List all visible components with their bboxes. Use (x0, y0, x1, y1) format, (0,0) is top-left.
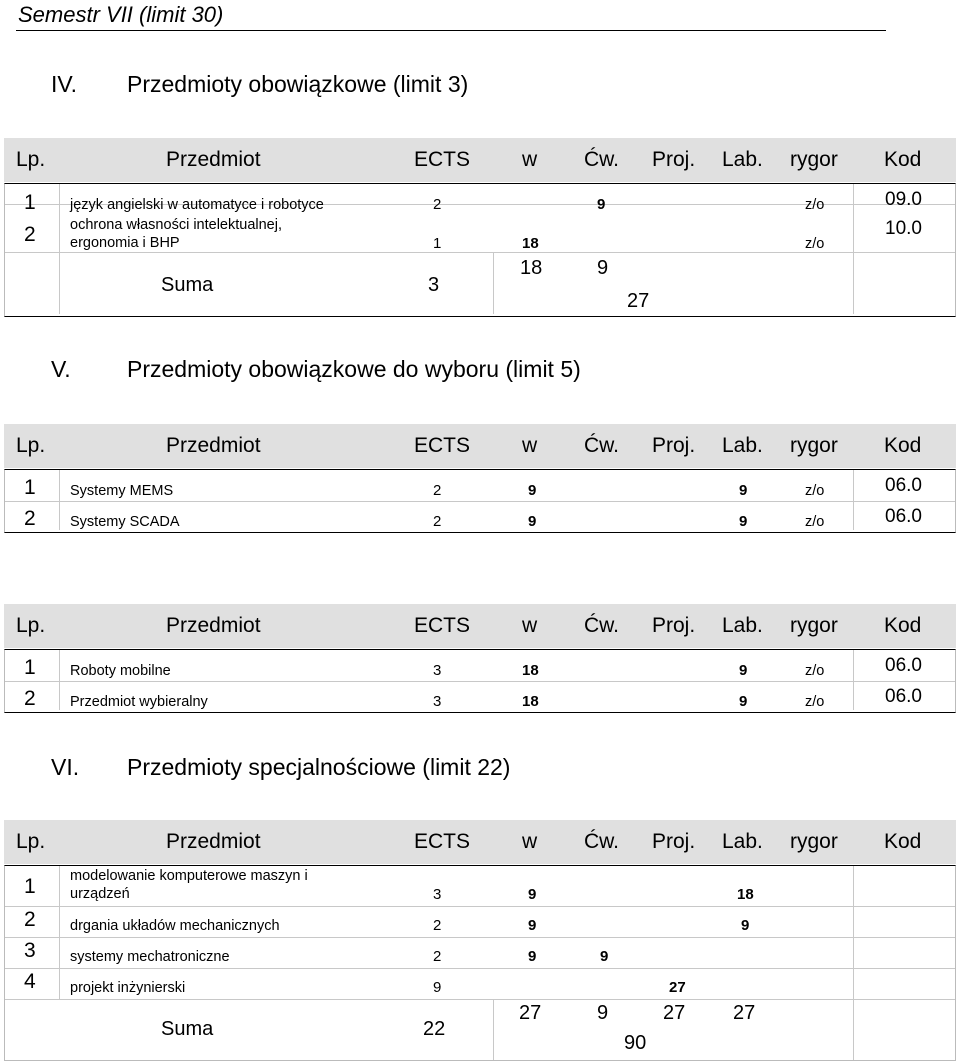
header-lab: Lab. (722, 830, 763, 853)
section-iv-heading (51, 69, 468, 99)
sum-label: Suma (161, 274, 214, 296)
row-lab: 9 (739, 513, 748, 530)
header-lp: Lp. (16, 830, 46, 853)
row-rygor: z/o (805, 694, 825, 710)
row-proj: 18 (737, 886, 754, 903)
header-rygor: rygor (790, 614, 838, 637)
header-lab: Lab. (722, 614, 763, 637)
sum-cw: 9 (597, 257, 609, 279)
semester-title: Semestr VII (limit 30) (18, 2, 224, 27)
row-subject: Systemy MEMS (70, 483, 174, 499)
header-cw: Ćw. (584, 148, 620, 171)
row-proj: 9 (741, 917, 750, 934)
row-w: 9 (528, 513, 537, 530)
row-subject-line1: ochrona własności intelektualnej, (70, 217, 282, 233)
header-lab: Lab. (722, 148, 763, 171)
header-lp: Lp. (16, 148, 46, 171)
sum-label: Suma (161, 1018, 214, 1040)
row-lp: 1 (24, 656, 36, 679)
row-kod: 06.0 (885, 655, 922, 676)
row-w: 18 (522, 235, 539, 252)
row-ects: 2 (433, 482, 442, 499)
section-v-title: Przedmioty obowiązkowe do wyboru (limit 5) (127, 356, 581, 382)
header-w: w (522, 614, 538, 637)
row-kod: 06.0 (885, 475, 922, 496)
row-subject: drgania układów mechanicznych (70, 918, 280, 934)
header-rygor: rygor (790, 434, 838, 457)
row-subject: Systemy SCADA (70, 514, 180, 530)
row-subject-line2: urządzeń (70, 886, 130, 902)
row-lp: 4 (24, 970, 36, 993)
row-w: 9 (528, 482, 537, 499)
header-przedmiot: Przedmiot (166, 614, 261, 637)
header-proj: Proj. (652, 148, 696, 171)
title-underline (16, 30, 886, 31)
row-kod: 09.0 (885, 189, 922, 210)
row-subject: język angielski w automatyce i robotyce (70, 197, 324, 213)
row-lp: 2 (24, 687, 36, 710)
sum-total: 90 (624, 1032, 647, 1054)
row-lab: 9 (739, 662, 748, 679)
row-ects: 2 (433, 513, 442, 530)
header-lp: Lp. (16, 614, 46, 637)
row-cw: 9 (597, 196, 606, 213)
sum-lab: 27 (733, 1002, 756, 1024)
row-rygor: z/o (805, 236, 825, 252)
row-rygor: z/o (805, 483, 825, 499)
row-w: 9 (528, 886, 537, 903)
table-header (4, 820, 956, 864)
sum-cw: 9 (597, 1002, 609, 1024)
row-ects: 3 (433, 662, 442, 679)
row-subject-line1: modelowanie komputerowe maszyn i (70, 868, 308, 884)
sum-ects: 3 (428, 274, 440, 296)
section-v-roman: V. (51, 356, 71, 382)
header-proj: Proj. (652, 614, 696, 637)
sum-ects: 22 (423, 1018, 446, 1040)
table-header (4, 138, 956, 182)
row-ects: 9 (433, 979, 442, 996)
row-kod: 06.0 (885, 686, 922, 707)
section-vi-heading (51, 752, 510, 782)
row-kod: 10.0 (885, 218, 922, 239)
row-lp: 2 (24, 507, 36, 530)
header-kod: Kod (884, 830, 922, 853)
sum-total: 27 (627, 290, 650, 312)
header-w: w (522, 830, 538, 853)
row-lp: 2 (24, 223, 36, 246)
row-lp: 3 (24, 939, 36, 962)
header-przedmiot: Przedmiot (166, 434, 261, 457)
row-subject: Przedmiot wybieralny (70, 694, 208, 710)
header-kod: Kod (884, 614, 922, 637)
row-ects: 1 (433, 235, 442, 252)
header-rygor: rygor (790, 830, 838, 853)
row-subject: Roboty mobilne (70, 663, 171, 679)
row-lp: 2 (24, 908, 36, 931)
header-lp: Lp. (16, 434, 46, 457)
header-w: w (522, 148, 538, 171)
sum-proj: 27 (663, 1002, 686, 1024)
row-kod: 06.0 (885, 506, 922, 527)
header-proj: Proj. (652, 434, 696, 457)
header-ects: ECTS (414, 830, 471, 853)
row-lab: 9 (739, 482, 748, 499)
header-kod: Kod (884, 434, 922, 457)
header-przedmiot: Przedmiot (166, 148, 261, 171)
row-lp: 1 (24, 476, 36, 499)
section-iv-title: Przedmioty obowiązkowe (limit 3) (127, 71, 469, 97)
header-w: w (522, 434, 538, 457)
header-lab: Lab. (722, 434, 763, 457)
row-w: 18 (522, 693, 539, 710)
header-ects: ECTS (414, 434, 471, 457)
row-w: 9 (528, 948, 537, 965)
row-w: 9 (528, 917, 537, 934)
header-cw: Ćw. (584, 614, 620, 637)
row-ects: 2 (433, 948, 442, 965)
header-ects: ECTS (414, 148, 471, 171)
table-header (4, 604, 956, 648)
row-ects: 3 (433, 886, 442, 903)
row-w: 18 (522, 662, 539, 679)
header-rygor: rygor (790, 148, 838, 171)
row-cw: 9 (600, 948, 609, 965)
row-lab: 9 (739, 693, 748, 710)
sum-w: 27 (519, 1002, 542, 1024)
header-kod: Kod (884, 148, 922, 171)
section-iv-roman: IV. (51, 71, 78, 97)
header-proj: Proj. (652, 830, 696, 853)
row-rygor: z/o (805, 514, 825, 530)
row-rygor: z/o (805, 197, 825, 213)
header-przedmiot: Przedmiot (166, 830, 261, 853)
section-v-heading (51, 354, 581, 384)
section-vi-title: Przedmioty specjalnościowe (limit 22) (127, 754, 511, 780)
row-ects: 3 (433, 693, 442, 710)
header-ects: ECTS (414, 614, 471, 637)
row-ects: 2 (433, 196, 442, 213)
row-subject: projekt inżynierski (70, 980, 186, 996)
row-lp: 1 (24, 875, 36, 898)
row-subject: systemy mechatroniczne (70, 949, 230, 965)
section-vi-roman: VI. (51, 754, 80, 780)
row-subject-line2: ergonomia i BHP (70, 235, 180, 251)
header-cw: Ćw. (584, 434, 620, 457)
sum-w: 18 (520, 257, 543, 279)
row-lp: 1 (24, 191, 36, 214)
row-ects: 2 (433, 917, 442, 934)
table-header (4, 424, 956, 468)
header-cw: Ćw. (584, 830, 620, 853)
row-rygor: z/o (805, 663, 825, 679)
row-proj: 27 (669, 979, 686, 996)
